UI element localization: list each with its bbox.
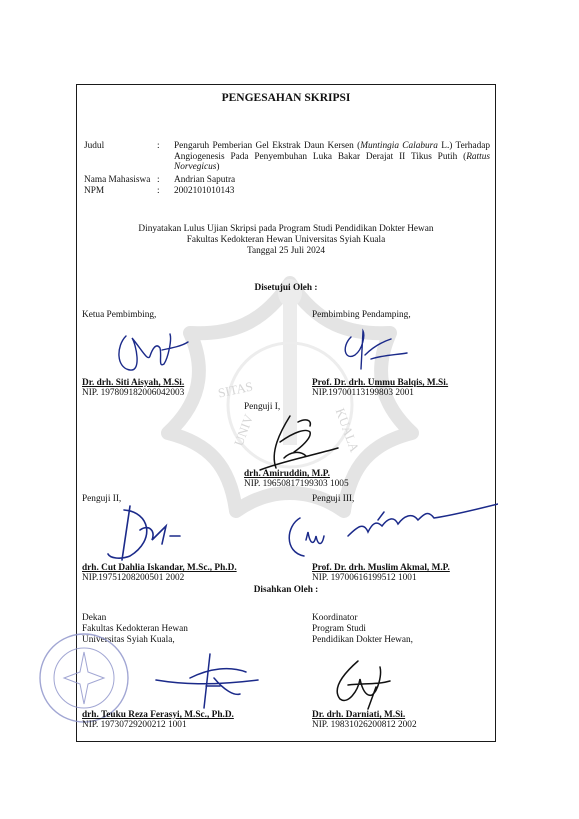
nama-label: Nama Mahasiswa — [84, 175, 151, 185]
nama-value: Andrian Saputra — [174, 175, 236, 185]
judul-italic-1: Muntingia Calabura — [360, 141, 438, 151]
penguji2-role: Penguji II, — [82, 494, 122, 504]
penguji3-signature — [278, 496, 498, 566]
dekan-role-1: Dekan — [82, 613, 107, 623]
judul-label: Judul — [84, 141, 105, 151]
university-watermark-emblem — [150, 265, 430, 535]
penguji2-signature — [100, 500, 200, 568]
koordinator-name: Dr. drh. Darniati, M.Si. — [312, 710, 406, 720]
dekan-role-3: Universitas Syiah Kuala, — [82, 635, 175, 645]
dekan-nip: NIP. 19730729200212 1001 — [82, 720, 187, 730]
penguji3-nip: NIP. 19700616199512 1001 — [312, 573, 417, 583]
ketua-nip: NIP. 197809182006042003 — [82, 388, 185, 398]
dekan-role-2: Fakultas Kedokteran Hewan — [82, 624, 188, 634]
pendamping-role: Pembimbing Pendamping, — [312, 310, 411, 320]
approved-heading: Disetujui Oleh : — [254, 283, 318, 293]
dekan-signature — [150, 650, 260, 712]
koordinator-role-1: Koordinator — [312, 613, 358, 623]
npm-label: NPM — [84, 186, 105, 196]
npm-colon: : — [157, 186, 160, 196]
statement-line-2: Fakultas Kedokteran Hewan Universitas Syiah Kuala — [186, 235, 386, 245]
ratified-heading: Disahkan Oleh : — [253, 585, 319, 595]
penguji1-name: drh. Amiruddin, M.P. — [244, 469, 330, 479]
watermark-text-sitas: SITAS — [216, 378, 255, 401]
pendamping-nip: NIP.19700113199803 2001 — [312, 388, 414, 398]
penguji1-role: Penguji I, — [244, 402, 281, 412]
statement-line-3: Tanggal 25 Juli 2024 — [246, 246, 326, 256]
judul-text-2: L.) Terhadap Angiogenesis Pada Penyembuhan Luka Bakar Derajat II Tikus Putih ( — [174, 141, 490, 162]
page-title: PENGESAHAN SKRIPSI — [221, 92, 351, 104]
koordinator-role-2: Program Studi — [312, 624, 366, 634]
penguji3-name: Prof. Dr. drh. Muslim Akmal, M.P. — [312, 563, 450, 573]
penguji2-name: drh. Cut Dahlia Iskandar, M.Sc., Ph.D. — [82, 563, 237, 573]
pendamping-signature — [335, 325, 415, 377]
ketua-name: Dr. drh. Siti Aisyah, M.Si. — [82, 378, 185, 388]
watermark-text-kuala: KUALA — [332, 406, 363, 454]
penguji3-role: Penguji III, — [312, 494, 355, 504]
statement-line-1: Dinyatakan Lulus Ujian Skripsi pada Program Studi Pendidikan Dokter Hewan — [138, 224, 434, 234]
watermark-text-univ: UNIV — [230, 412, 257, 448]
koordinator-role-3: Pendidikan Dokter Hewan, — [312, 635, 413, 645]
judul-colon: : — [157, 141, 160, 151]
npm-value: 2002101010143 — [174, 186, 235, 196]
pendamping-name: Prof. Dr. drh. Ummu Balqis, M.Si. — [312, 378, 449, 388]
ketua-signature — [112, 328, 192, 378]
ketua-role: Ketua Pembimbing, — [82, 310, 157, 320]
koordinator-nip: NIP. 19831026200812 2002 — [312, 720, 417, 730]
penguji1-nip: NIP. 19650817199303 1005 — [244, 479, 349, 489]
koordinator-signature — [318, 655, 398, 710]
judul-value — [174, 141, 490, 173]
judul-italic-2: Rattus Norvegicus — [174, 151, 490, 173]
judul-text-3: ) — [216, 162, 220, 173]
nama-colon: : — [157, 175, 160, 185]
judul-text-1: Pengaruh Pemberian Gel Ekstrak Daun Kersen ( — [174, 141, 361, 151]
penguji2-nip: NIP.19751208200501 2002 — [82, 573, 185, 583]
dekan-name: drh. Teuku Reza Ferasyi, M.Sc., Ph.D. — [82, 710, 234, 720]
